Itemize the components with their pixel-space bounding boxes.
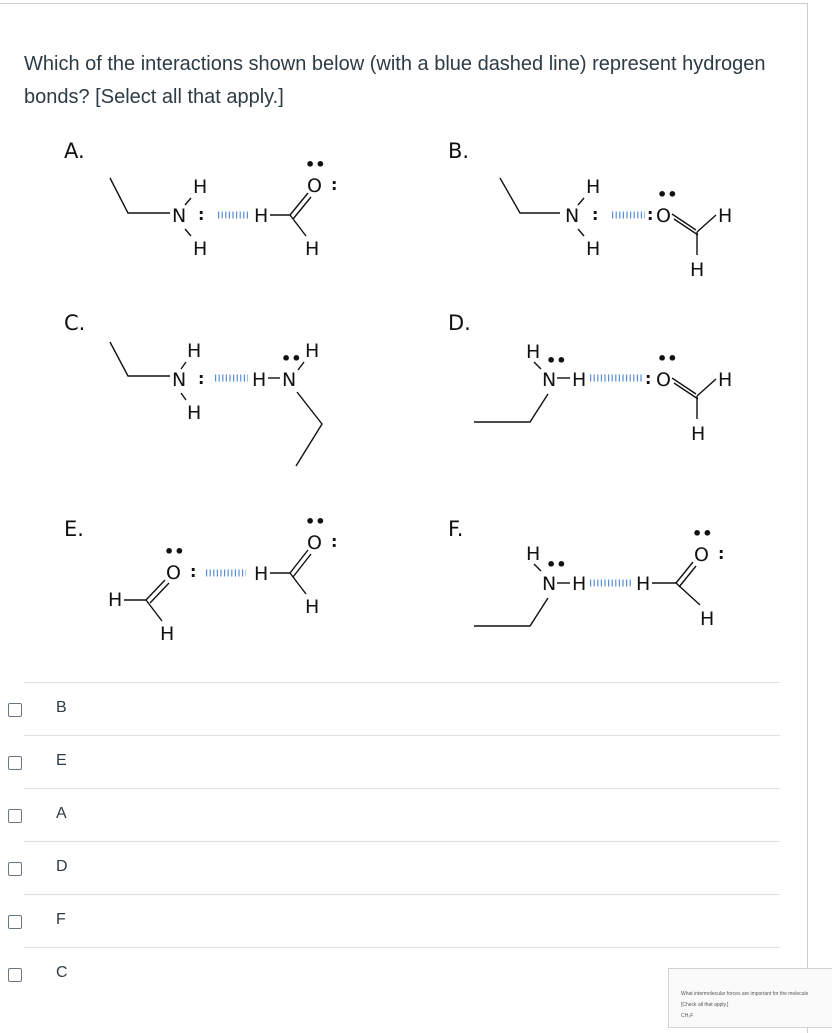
atom-h: H (305, 340, 320, 362)
checkbox[interactable] (8, 915, 22, 929)
atom-o: O (656, 369, 671, 391)
panel-a (64, 139, 337, 260)
panel-f (448, 517, 724, 630)
answer-list (0, 682, 780, 1000)
lone-pair: •• (692, 524, 713, 543)
lone-pair: •• (657, 185, 678, 204)
atom-n: N (542, 573, 557, 595)
lone-pair: : (331, 175, 338, 194)
atom-h: H (305, 238, 320, 260)
lone-pair: •• (546, 555, 567, 574)
panel-label-d: D. (448, 311, 471, 335)
answer-option-d[interactable] (24, 841, 780, 894)
panel-c (64, 311, 322, 466)
atom-h: H (718, 205, 733, 227)
lone-pair: •• (305, 512, 326, 531)
atom-h: H (193, 176, 208, 198)
atom-h: H (187, 402, 202, 424)
atom-h: H (700, 608, 715, 630)
atom-h: H (254, 205, 269, 227)
checkbox[interactable] (8, 703, 22, 717)
lone-pair: : (645, 369, 652, 388)
atom-h: H (160, 623, 175, 645)
lone-pair: : (198, 369, 205, 388)
atom-h: H (193, 238, 208, 260)
atom-n: N (282, 369, 297, 391)
checkbox[interactable] (8, 862, 22, 876)
lone-pair: : (647, 205, 654, 224)
atom-n: N (172, 369, 187, 391)
lone-pair: •• (305, 155, 326, 174)
atom-o: O (307, 532, 322, 554)
answer-option-c[interactable] (24, 947, 780, 1000)
atom-h: H (526, 341, 541, 363)
panel-e (64, 512, 337, 645)
atom-o: O (694, 544, 709, 566)
preview-line: CH₃F (681, 1013, 694, 1019)
lone-pair: •• (164, 542, 185, 561)
lone-pair: •• (546, 351, 567, 370)
answer-label: E (56, 752, 67, 769)
answer-label: C (56, 964, 68, 981)
atom-h: H (252, 369, 267, 391)
atom-o: O (307, 175, 322, 197)
preview-line: [Check all that apply.] (681, 1002, 729, 1008)
panel-label-c: C. (64, 311, 86, 335)
preview-line: What intermolecular forces are important for the molecule (681, 991, 809, 997)
answer-option-f[interactable] (24, 894, 780, 947)
lone-pair: •• (281, 349, 302, 368)
checkbox[interactable] (8, 809, 22, 823)
atom-h: H (691, 423, 706, 445)
atom-h: H (572, 369, 587, 391)
answer-label: A (56, 805, 67, 822)
atom-h: H (108, 589, 123, 611)
lone-pair: : (331, 532, 338, 551)
panel-label-f: F. (448, 517, 464, 541)
atom-h: H (254, 563, 269, 585)
answer-label: F (56, 911, 66, 928)
panel-d (448, 311, 732, 445)
panel-b (448, 139, 732, 281)
next-question-preview[interactable] (668, 968, 832, 1028)
atom-n: N (542, 369, 557, 391)
question-text: Which of the interactions shown below (with a blue dashed line) represent hydrogen bonds? [Select all that apply.] (24, 53, 766, 108)
atom-h: H (718, 369, 733, 391)
answer-label: B (56, 699, 67, 716)
panel-label-b: B. (448, 139, 470, 163)
atom-h: H (305, 596, 320, 618)
atom-h: H (572, 573, 587, 595)
atom-o: O (656, 205, 671, 227)
checkbox[interactable] (8, 968, 22, 982)
answer-label: D (56, 858, 68, 875)
atom-h: H (636, 573, 651, 595)
panel-label-e: E. (64, 517, 84, 541)
answer-option-b[interactable] (24, 682, 780, 735)
lone-pair: •• (657, 349, 678, 368)
answer-option-a[interactable] (24, 788, 780, 841)
atom-n: N (565, 205, 580, 227)
atom-h: H (586, 176, 601, 198)
atom-h: H (690, 259, 705, 281)
lone-pair: : (198, 205, 205, 224)
atom-n: N (172, 205, 187, 227)
atom-o: O (166, 562, 181, 584)
checkbox[interactable] (8, 756, 22, 770)
answer-option-e[interactable] (24, 735, 780, 788)
panel-label-a: A. (64, 139, 85, 163)
lone-pair: : (592, 205, 599, 224)
atom-h: H (526, 543, 541, 565)
atom-h: H (586, 238, 601, 260)
atom-h: H (187, 340, 202, 362)
lone-pair: : (718, 544, 725, 563)
lone-pair: : (190, 562, 197, 581)
